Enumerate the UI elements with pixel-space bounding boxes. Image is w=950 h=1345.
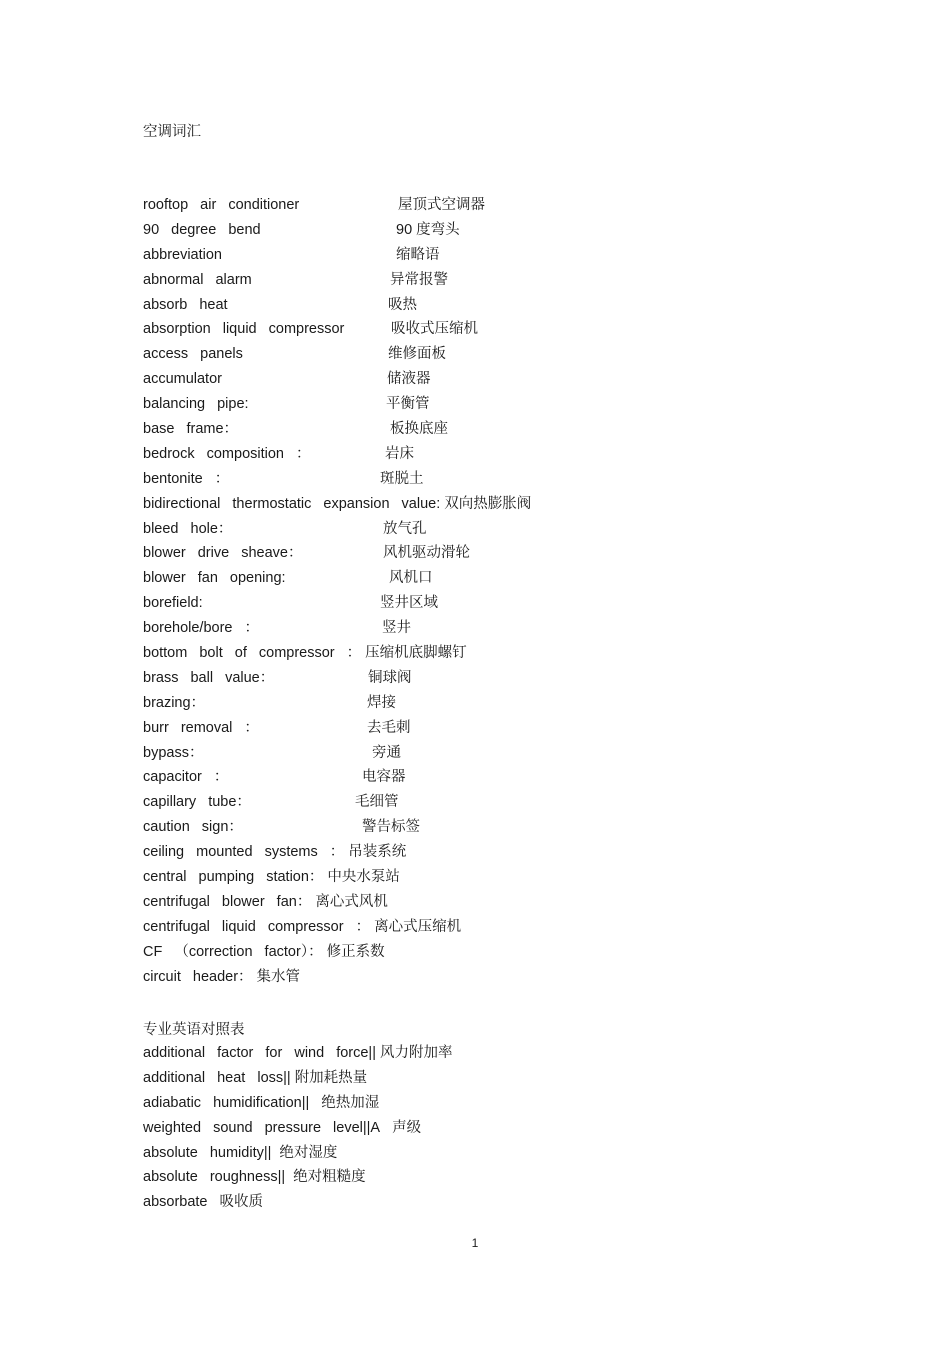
vocab-row [143,544,843,569]
vocab-row [143,320,843,345]
vocab-chinese: 风力附加率 [379,1045,453,1061]
vocab-english: borefield: [143,595,203,612]
vocab-chinese: 修正系数 [326,943,385,960]
vocab-chinese: 维修面板 [388,346,446,363]
vocab-english: caution sign： [143,819,243,836]
vocab-chinese: 异常报警 [390,271,448,288]
vocab-chinese: 储液器 [387,371,431,388]
vocab-chinese: 板换底座 [390,421,448,438]
vocab-row [143,1168,843,1193]
vocab-english: balancing pipe: [143,396,249,413]
vocab-row [143,893,843,918]
vocab-row [143,1144,843,1169]
vocab-english: CF （correction factor）： [143,943,323,960]
vocab-chinese: 风机驱动滑轮 [383,545,470,562]
vocab-chinese: 旁通 [372,744,401,761]
vocab-english: blower fan opening: [143,570,286,587]
vocab-row [143,569,843,594]
vocab-chinese: 焊接 [367,694,396,711]
vocab-row [143,520,843,545]
page-number: 1 [471,1236,479,1250]
vocab-english: adiabatic humidification|| [143,1094,310,1111]
vocab-row [143,196,843,221]
vocab-english: 90 degree bend [143,221,261,238]
vocab-chinese: 离心式压缩机 [374,918,462,935]
vocab-english: centrifugal liquid compressor ： [143,918,371,935]
vocab-row [143,818,843,843]
page-title: 空调词汇 [143,124,201,140]
vocab-chinese: 竖井 [382,620,411,637]
vocab-row [143,370,843,395]
vocab-english: access panels [143,346,243,363]
vocab-chinese: 声级 [392,1119,422,1136]
vocab-english: absorption liquid compressor [143,321,345,338]
vocab-chinese: 集水管 [256,968,301,985]
vocab-row [143,1094,843,1119]
vocab-row [143,420,843,445]
vocab-english: centrifugal blower fan： [143,893,312,910]
vocab-row [143,445,843,470]
vocab-english: brazing： [143,694,206,711]
vocab-english: central pumping station： [143,869,324,886]
vocab-row [143,246,843,271]
vocab-chinese: 附加耗热量 [294,1069,368,1086]
vocab-chinese: 屋顶式空调器 [398,197,485,213]
vocab-row [143,271,843,296]
vocab-english: accumulator [143,371,222,388]
vocab-english: base frame： [143,421,239,438]
vocab-english: bedrock composition ： [143,445,311,462]
vocab-english: capacitor ： [143,769,229,786]
vocab-chinese: 放气孔 [383,520,427,537]
vocab-english: burr removal ： [143,719,259,736]
vocab-chinese: 双向热膨胀阀 [444,495,532,512]
vocab-chinese: 绝热加湿 [321,1094,380,1111]
vocab-row [143,395,843,420]
vocab-english: abnormal alarm [143,271,252,288]
vocab-english: ceiling mounted systems ： [143,844,345,861]
vocab-row [143,619,843,644]
vocab-english: brass ball value： [143,669,275,686]
vocab-chinese: 离心式风机 [315,893,388,910]
vocab-row [143,669,843,694]
vocab-chinese: 绝对粗糙度 [293,1169,366,1186]
vocab-english: absolute humidity|| [143,1144,272,1161]
vocab-row [143,1193,843,1218]
vocabulary-list-1 [143,196,843,993]
vocab-row [143,296,843,321]
vocab-row [143,1069,843,1094]
vocab-row [143,495,843,520]
vocab-chinese: 电容器 [362,769,406,786]
vocabulary-list-2 [143,1044,843,1218]
vocab-row [143,968,843,993]
vocab-row [143,868,843,893]
vocab-english: blower drive sheave： [143,545,303,562]
vocab-english: bypass： [143,744,204,761]
vocab-row [143,644,843,669]
vocab-english: abbreviation [143,246,222,263]
vocab-row [143,345,843,370]
vocab-row [143,694,843,719]
vocab-english: circuit header： [143,968,253,985]
vocab-chinese: 压缩机底脚螺钉 [365,645,467,662]
vocab-chinese: 竖井区域 [380,595,438,612]
vocab-chinese: 警告标签 [362,819,420,836]
vocab-chinese: 90 度弯头 [396,221,460,238]
vocab-english: absorbate [143,1194,208,1211]
vocab-english: borehole/bore ： [143,620,260,637]
vocab-english: rooftop air conditioner [143,197,300,213]
vocab-chinese: 绝对湿度 [279,1144,338,1161]
vocab-row [143,470,843,495]
vocab-english: absolute roughness|| [143,1169,286,1186]
vocab-chinese: 吸热 [388,296,417,313]
vocab-row [143,1044,843,1069]
vocab-chinese: 吊装系统 [348,844,407,861]
vocab-english: bidirectional thermostatic expansion value: [143,495,441,512]
vocab-english: additional heat loss|| [143,1069,291,1086]
vocab-chinese: 去毛刺 [367,719,411,736]
vocab-chinese: 斑脱土 [380,470,424,487]
vocab-english: weighted sound pressure level||A [143,1119,381,1136]
vocab-chinese: 毛细管 [355,794,399,811]
vocab-chinese: 风机口 [389,570,433,587]
vocab-row [143,1119,843,1144]
vocab-row [143,594,843,619]
vocab-chinese: 缩略语 [396,246,440,263]
vocab-row [143,918,843,943]
vocab-row [143,719,843,744]
vocab-row [143,221,843,246]
vocab-english: bottom bolt of compressor ： [143,645,362,662]
section-heading: 专业英语对照表 [143,1022,245,1038]
vocab-english: bleed hole： [143,520,233,537]
vocab-chinese: 吸收质 [219,1194,263,1211]
vocab-english: bentonite ： [143,470,230,487]
vocab-chinese: 吸收式压缩机 [391,321,478,338]
vocab-english: additional factor for wind force|| [143,1045,376,1061]
vocab-chinese: 岩床 [385,445,414,462]
vocab-row [143,768,843,793]
vocab-english: absorb heat [143,296,228,313]
vocab-row [143,943,843,968]
vocab-chinese: 铜球阀 [368,669,412,686]
vocab-chinese: 平衡管 [386,396,430,413]
vocab-row [143,843,843,868]
vocab-english: capillary tube： [143,794,251,811]
vocab-chinese: 中央水泵站 [327,869,400,886]
vocab-row [143,793,843,818]
vocab-row [143,744,843,769]
